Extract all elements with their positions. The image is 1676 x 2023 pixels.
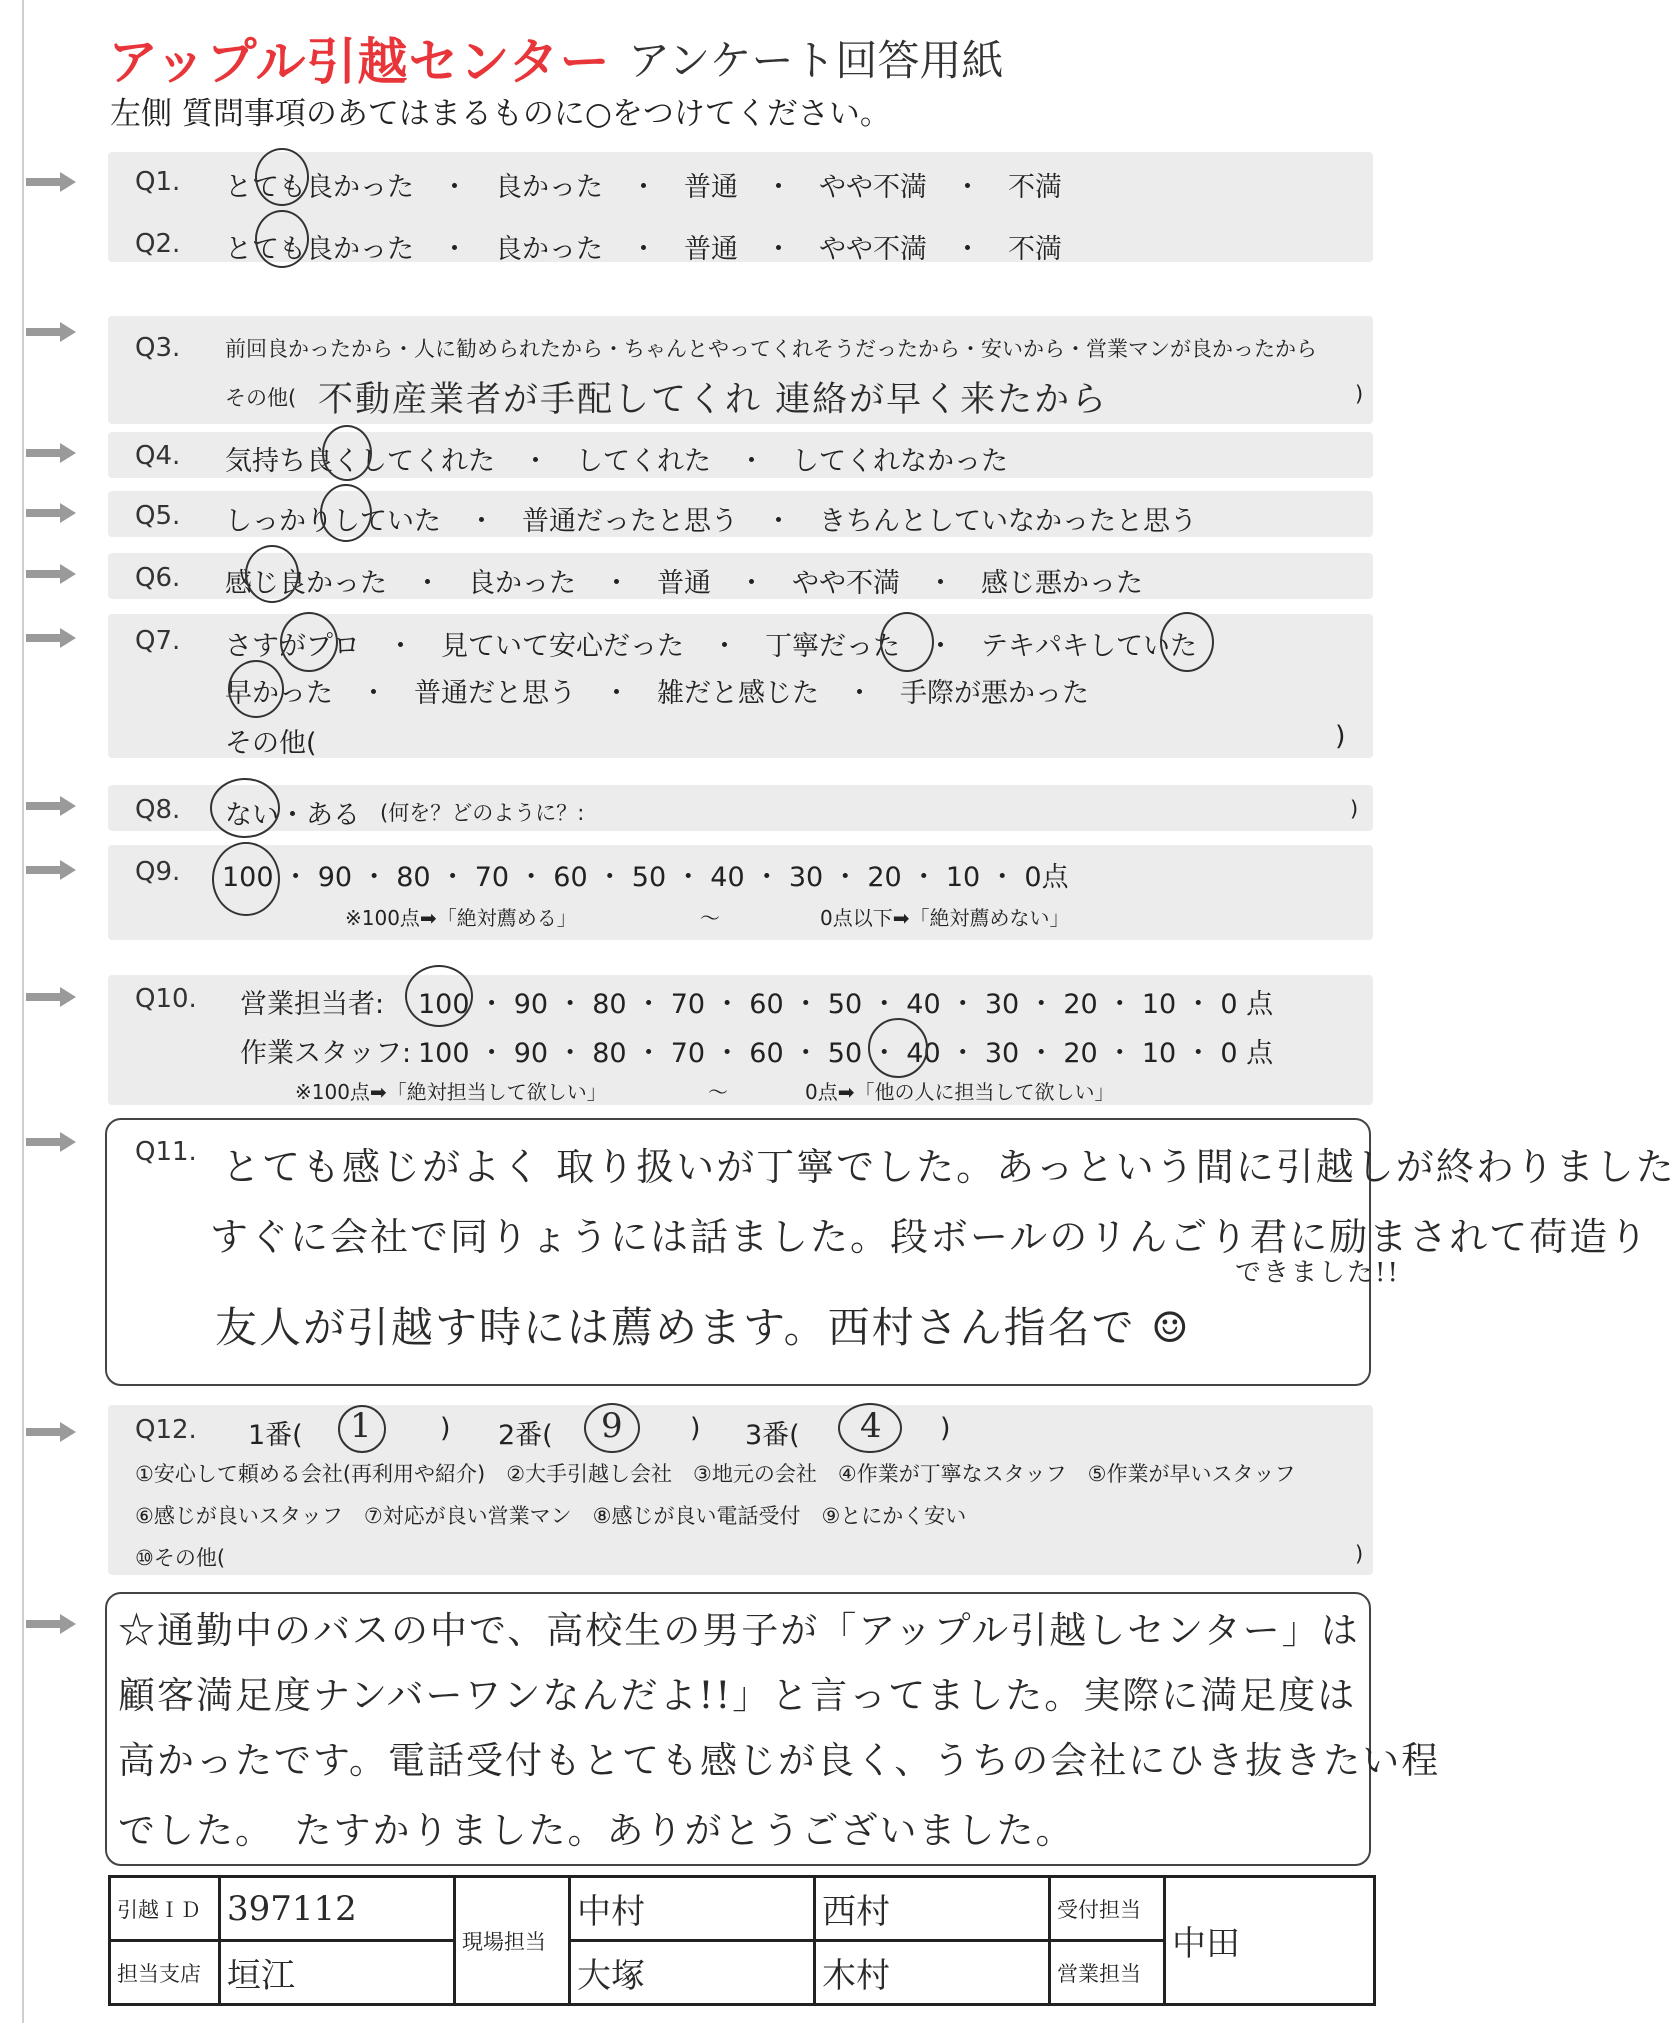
q12-rank2-close: )	[690, 1413, 701, 1444]
q7-options-line1[interactable]: さすがプロ ・ 見ていて安心だった ・ 丁寧だった ・ テキパキしていた	[225, 631, 1197, 662]
arrow-q7-icon	[26, 626, 76, 650]
q6-label: Q6.	[135, 563, 181, 593]
q9-note-low: 0点以下➡「絶対薦めない」	[820, 906, 1070, 930]
move-id-label: 引越ＩＤ	[117, 1897, 201, 1922]
q8-options[interactable]: ない・ある	[225, 800, 360, 831]
q7-other-suffix: )	[1335, 721, 1346, 752]
q7-options-line2[interactable]: 早かった ・ 普通だと思う ・ 雑だと感じた ・ 手際が悪かった	[225, 678, 1089, 709]
q12-rank2-label: 2番(	[498, 1420, 553, 1451]
q9-label: Q9.	[135, 857, 181, 887]
free-comment-line2: 顧客満足度ナンバーワンなんだよ!!」と言ってました。実際に満足度は	[118, 1674, 1357, 1717]
q10-note-high: ※100点➡「絶対担当して欲しい」	[295, 1080, 607, 1104]
q10-sales-label: 営業担当者:	[240, 989, 385, 1020]
q9-note-high: ※100点➡「絶対薦める」	[345, 906, 577, 930]
q8-suffix: )	[1350, 797, 1359, 821]
q12-rank3-value[interactable]: 4	[860, 1406, 884, 1446]
q12-rank1-label: 1番(	[248, 1420, 303, 1451]
arrow-q5-icon	[26, 501, 76, 525]
site-staff-3: 西村	[822, 1892, 890, 1932]
q12-other-close: )	[1355, 1542, 1364, 1566]
arrow-q3-icon	[26, 320, 76, 344]
free-comment-line3: 高かったです。電話受付もとても感じが良く、うちの会社にひき抜きたい程	[118, 1739, 1441, 1782]
q8-answer-mark	[210, 778, 280, 838]
q10-sales-options[interactable]: 100 ・ 90 ・ 80 ・ 70 ・ 60 ・ 50 ・ 40 ・ 30 ・ 20 ・ 10 ・ 0 点	[418, 989, 1274, 1020]
arrow-q6-icon	[26, 562, 76, 586]
q1-label: Q1.	[135, 167, 181, 197]
move-id-value: 397112	[227, 1888, 357, 1929]
q7-mark-4	[228, 660, 284, 718]
instruction-text: 左側 質問事項のあてはまるものに○をつけてください。	[110, 96, 891, 132]
site-staff-2: 大塚	[577, 1956, 645, 1996]
site-staff-4: 木村	[822, 1956, 890, 1996]
q2-answer-mark	[255, 210, 309, 268]
q3-options[interactable]: 前回良かったから・人に勧められたから・ちゃんとやってくれそうだったから・安いから・営業マンが良かったから	[225, 337, 1317, 361]
q12-rank3-label: 3番(	[745, 1420, 800, 1451]
q5-options[interactable]: しっかりしていた ・ 普通だったと思う ・ きちんとしていなかったと思う	[225, 506, 1197, 537]
q4-answer-mark	[322, 425, 372, 481]
q12-rank1-value[interactable]: 1	[350, 1406, 374, 1446]
q10-label: Q10.	[135, 984, 197, 1014]
arrow-q11-icon	[26, 1130, 76, 1154]
q10-note-low: 0点➡「他の人に担当して欲しい」	[805, 1080, 1115, 1104]
q11-line2b: できました!!	[1235, 1258, 1400, 1288]
sales-label: 営業担当	[1057, 1961, 1141, 1986]
q8-label: Q8.	[135, 795, 181, 825]
q1-options[interactable]: とても良かった ・ 良かった ・ 普通 ・ やや不満 ・ 不満	[225, 172, 1062, 203]
q12-rank2-value[interactable]: 9	[601, 1406, 625, 1446]
q10-staff-options[interactable]: 100 ・ 90 ・ 80 ・ 70 ・ 60 ・ 50 ・ 40 ・ 30 ・ 20 ・ 10 ・ 0 点	[418, 1038, 1274, 1069]
staff-table	[108, 1875, 1376, 2006]
q12-rank3-close: )	[940, 1413, 951, 1444]
company-title: アップル引越センター	[108, 33, 611, 91]
q11-line3: 友人が引越す時には薦めます。西村さん指名で ☺	[215, 1303, 1191, 1352]
q6-options[interactable]: 感じ良かった ・ 良かった ・ 普通 ・ やや不満 ・ 感じ悪かった	[225, 568, 1143, 599]
q12-options-line2: ⑥感じが良いスタッフ ⑦対応が良い営業マン ⑧感じが良い電話受付 ⑨とにかく安い	[135, 1504, 967, 1528]
q9-answer-mark	[212, 842, 280, 916]
q4-options[interactable]: 気持ち良くしてくれた ・ してくれた ・ してくれなかった	[225, 446, 1008, 477]
arrow-q4-icon	[26, 441, 76, 465]
q9-note-tilde: ～	[700, 906, 720, 930]
q12-rank1-close: )	[440, 1413, 451, 1444]
q7-mark-1	[280, 612, 338, 672]
q10-staff-label: 作業スタッフ:	[240, 1038, 412, 1069]
arrow-q10-icon	[26, 985, 76, 1009]
q12-other-prefix: ⑩その他(	[135, 1546, 226, 1570]
q3-other-prefix: その他(	[225, 386, 297, 410]
q5-answer-mark	[320, 484, 372, 542]
q4-label: Q4.	[135, 441, 181, 471]
q3-other-suffix: )	[1355, 382, 1364, 406]
q10-note-tilde: ～	[708, 1080, 728, 1104]
reception-label: 受付担当	[1057, 1897, 1141, 1922]
q5-label: Q5.	[135, 501, 181, 531]
q6-answer-mark	[245, 545, 299, 603]
q11-line1: とても感じがよく 取り扱いが丁寧でした。あっという間に引越しが終わりました	[222, 1145, 1676, 1189]
q11-line2: すぐに会社で同りょうには話ました。段ボールのリんごり君に励まされて荷造り	[210, 1215, 1650, 1259]
q3-label: Q3.	[135, 333, 181, 363]
q10-staff-mark	[868, 1018, 928, 1078]
q7-mark-2	[880, 612, 934, 672]
q8-note: (何を？どのように？:	[380, 801, 585, 825]
free-comment-line4: でした。 たすかりました。ありがとうございました。	[118, 1809, 1075, 1852]
q9-options[interactable]: 100 ・ 90 ・ 80 ・ 70 ・ 60 ・ 50 ・ 40 ・ 30 ・ 20 ・ 10 ・ 0点	[222, 862, 1069, 893]
branch-label: 担当支店	[117, 1961, 201, 1986]
branch-value: 垣江	[227, 1956, 295, 1996]
q7-label: Q7.	[135, 626, 181, 656]
site-staff-label: 現場担当	[462, 1929, 546, 1954]
reception-value: 中田	[1172, 1924, 1240, 1964]
q2-options[interactable]: とても良かった ・ 良かった ・ 普通 ・ やや不満 ・ 不満	[225, 234, 1062, 265]
arrow-q9-icon	[26, 858, 76, 882]
form-title: アンケート回答用紙	[628, 36, 1004, 85]
q7-mark-3	[1160, 612, 1214, 672]
arrow-q1-icon	[26, 170, 76, 194]
q12-options-line1: ①安心して頼める会社(再利用や紹介) ②大手引越し会社 ③地元の会社 ④作業が丁寧なスタッフ ⑤作業が早いスタッフ	[135, 1462, 1296, 1486]
q12-rank3-mark	[838, 1403, 902, 1453]
q3-other-answer[interactable]: 不動産業者が手配してくれ 連絡が早く来たから	[318, 380, 1109, 420]
q10-sales-mark	[405, 965, 473, 1027]
q2-label: Q2.	[135, 229, 181, 259]
q12-rank1-mark	[338, 1405, 386, 1453]
left-margin-line	[22, 0, 24, 2023]
free-comment-line1: ☆通勤中のバスの中で、高校生の男子が「アップル引越しセンター」は	[118, 1609, 1360, 1652]
q7-other-prefix: その他(	[225, 728, 317, 759]
q11-label: Q11.	[135, 1137, 197, 1167]
q12-label: Q12.	[135, 1415, 197, 1445]
q12-rank2-mark	[584, 1403, 640, 1453]
q1-answer-mark	[255, 148, 309, 206]
arrow-q12-icon	[26, 1420, 76, 1444]
site-staff-1: 中村	[577, 1892, 645, 1932]
arrow-q8-icon	[26, 794, 76, 818]
arrow-comment-icon	[26, 1612, 76, 1636]
